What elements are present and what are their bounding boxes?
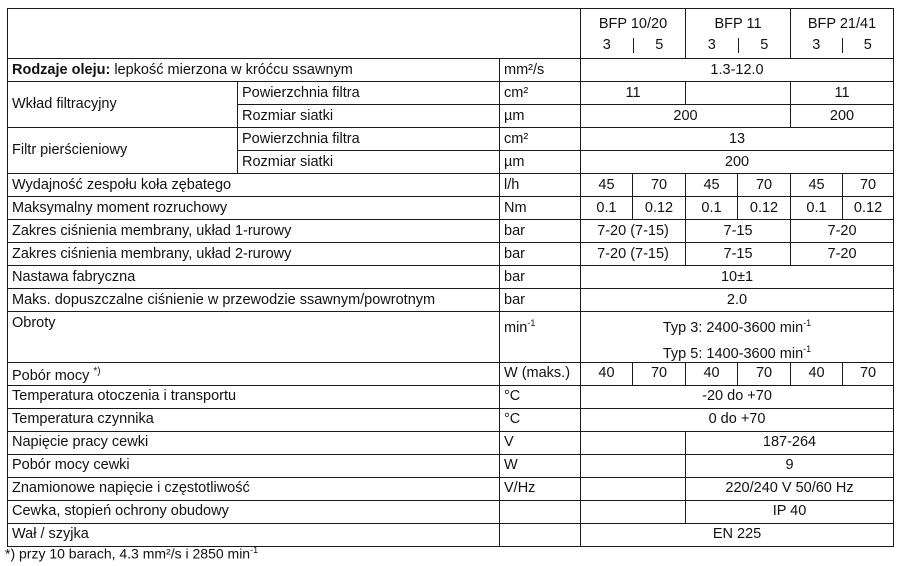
pressure-1pipe-bfp21: 7-20 [791, 220, 894, 243]
rated-voltage-unit: V/Hz [500, 477, 581, 500]
max-suction-label: Maks. dopuszczalne ciśnienie w przewodzie ssawnym/powrotnym [8, 289, 500, 312]
rated-voltage-value: 220/240 V 50/60 Hz [686, 477, 894, 500]
oil-label: Rodzaje oleju: lepkość mierzona w króćcu ssawnym [8, 59, 500, 82]
power-value: 70 [843, 362, 894, 385]
pressure-2pipe-unit: bar [500, 243, 581, 266]
max-torque-value: 0.1 [686, 197, 738, 220]
row-rated-voltage [8, 477, 894, 500]
factory-setting-unit: bar [500, 266, 581, 289]
pressure-1pipe-bfp10: 7-20 (7-15) [581, 220, 686, 243]
coil-protection-label: Cewka, stopień ochrony obudowy [8, 500, 500, 523]
row-medium-temp [8, 408, 894, 431]
max-torque-value: 0.12 [738, 197, 791, 220]
filter-insert-surface-bfp10: 11 [581, 82, 686, 105]
row-coil-power [8, 454, 894, 477]
max-suction-value: 2.0 [581, 289, 894, 312]
max-torque-value: 0.1 [581, 197, 633, 220]
power-label: Pobór mocy *) [8, 362, 500, 385]
row-ambient-temp [8, 385, 894, 408]
ring-filter-mesh-label: Rozmiar siatki [238, 151, 500, 174]
medium-temp-label: Temperatura czynnika [8, 408, 500, 431]
gear-output-value: 45 [581, 174, 633, 197]
header-model-bfp11: BFP 11 3 5 [686, 9, 791, 59]
rated-voltage-blank [581, 477, 686, 500]
row-max-torque [8, 197, 894, 220]
shaft-value: EN 225 [581, 523, 894, 546]
medium-temp-unit: °C [500, 408, 581, 431]
ambient-temp-unit: °C [500, 385, 581, 408]
row-factory-setting [8, 266, 894, 289]
oil-value: 1.3-12.0 [581, 59, 894, 82]
max-suction-unit: bar [500, 289, 581, 312]
gear-output-value: 70 [843, 174, 894, 197]
gear-output-unit: l/h [500, 174, 581, 197]
power-value: 40 [581, 362, 633, 385]
header-model-bfp10: BFP 10/20 3 5 [581, 9, 686, 59]
ambient-temp-label: Temperatura otoczenia i transportu [8, 385, 500, 408]
gear-output-label: Wydajność zespołu koła zębatego [8, 174, 500, 197]
header-row [8, 9, 894, 59]
gear-output-value: 70 [633, 174, 686, 197]
row-max-suction [8, 289, 894, 312]
max-torque-unit: Nm [500, 197, 581, 220]
coil-protection-unit [500, 500, 581, 523]
gear-output-value: 45 [791, 174, 843, 197]
pressure-1pipe-bfp11: 7-15 [686, 220, 791, 243]
filter-insert-surface-label: Powierzchnia filtra [238, 82, 500, 105]
row-coil-protection [8, 500, 894, 523]
factory-setting-label: Nastawa fabryczna [8, 266, 500, 289]
filter-insert-surface-bfp21: 11 [791, 82, 894, 105]
row-coil-voltage [8, 431, 894, 454]
row-pressure-2pipe [8, 243, 894, 266]
row-gear-output [8, 174, 894, 197]
max-torque-value: 0.12 [843, 197, 894, 220]
pressure-1pipe-unit: bar [500, 220, 581, 243]
ring-filter-surface-value: 13 [581, 128, 894, 151]
header-model-bfp21: BFP 21/41 3 5 [791, 9, 894, 59]
row-shaft [8, 523, 894, 546]
ring-filter-mesh-unit: µm [500, 151, 581, 174]
filter-insert-mesh-label: Rozmiar siatki [238, 105, 500, 128]
speed-unit: $\min^{-1}$ [500, 312, 581, 363]
shaft-label: Wał / szyjka [8, 523, 500, 546]
filter-insert-mesh-bfp21: 200 [791, 105, 894, 128]
ring-filter-surface-label: Powierzchnia filtra [238, 128, 500, 151]
coil-voltage-label: Napięcie pracy cewki [8, 431, 500, 454]
coil-power-value: 9 [686, 454, 894, 477]
coil-power-blank [581, 454, 686, 477]
power-value: 40 [686, 362, 738, 385]
header-blank [8, 9, 581, 59]
ring-filter-mesh-value: 200 [581, 151, 894, 174]
speed-value: Typ 3: 2400-3600 $\min^{-1}$ Typ 5: 1400-3600 $\min^{-1}$ [581, 312, 894, 363]
rated-voltage-label: Znamionowe napięcie i częstotliwość [8, 477, 500, 500]
power-value: 40 [791, 362, 843, 385]
max-torque-value: 0.12 [633, 197, 686, 220]
oil-unit: mm²/s [500, 59, 581, 82]
filter-insert-label: Wkład filtracyjny [8, 82, 238, 128]
pressure-2pipe-bfp21: 7-20 [791, 243, 894, 266]
ring-filter-label: Filtr pierścieniowy [8, 128, 238, 174]
coil-protection-blank [581, 500, 686, 523]
power-unit: W (maks.) [500, 362, 581, 385]
row-speed [8, 312, 894, 363]
power-value: 70 [738, 362, 791, 385]
filter-insert-surface-unit: cm² [500, 82, 581, 105]
ring-filter-surface-unit: cm² [500, 128, 581, 151]
coil-protection-value: IP 40 [686, 500, 894, 523]
medium-temp-value: 0 do +70 [581, 408, 894, 431]
gear-output-value: 45 [686, 174, 738, 197]
speed-label: Obroty [8, 312, 500, 363]
pressure-1pipe-label: Zakres ciśnienia membrany, układ 1-rurowy [8, 220, 500, 243]
row-filter-insert-surface [8, 82, 894, 105]
max-torque-label: Maksymalny moment rozruchowy [8, 197, 500, 220]
filter-insert-surface-bfp11 [686, 82, 791, 105]
max-torque-value: 0.1 [791, 197, 843, 220]
coil-voltage-blank [581, 431, 686, 454]
pressure-2pipe-bfp11: 7-15 [686, 243, 791, 266]
pressure-2pipe-bfp10: 7-20 (7-15) [581, 243, 686, 266]
row-ring-filter-surface [8, 128, 894, 151]
coil-voltage-value: 187-264 [686, 431, 894, 454]
power-value: 70 [633, 362, 686, 385]
gear-output-value: 70 [738, 174, 791, 197]
row-oil [8, 59, 894, 82]
ambient-temp-value: -20 do +70 [581, 385, 894, 408]
row-power [8, 362, 894, 385]
row-pressure-1pipe [8, 220, 894, 243]
pressure-2pipe-label: Zakres ciśnienia membrany, układ 2-rurowy [8, 243, 500, 266]
filter-insert-mesh-unit: µm [500, 105, 581, 128]
spec-table [7, 8, 894, 547]
filter-insert-mesh-bfp10-11: 200 [581, 105, 791, 128]
coil-voltage-unit: V [500, 431, 581, 454]
footnote: *) przy 10 barach, 4.3 mm²/s i 2850 $\min^{-1}$ [5, 545, 259, 562]
shaft-unit [500, 523, 581, 546]
coil-power-unit: W [500, 454, 581, 477]
coil-power-label: Pobór mocy cewki [8, 454, 500, 477]
factory-setting-value: 10±1 [581, 266, 894, 289]
